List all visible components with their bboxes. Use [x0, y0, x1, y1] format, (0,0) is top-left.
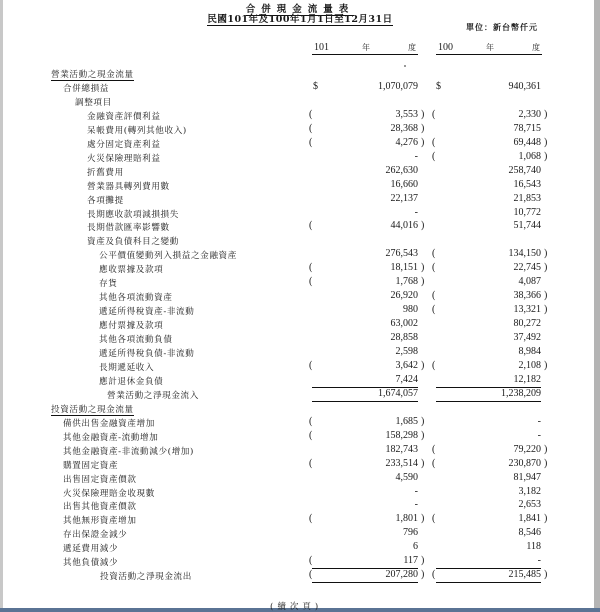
amount-100: 81,947 [513, 471, 541, 483]
negative-close-paren: ) [421, 513, 425, 525]
table-row [0, 109, 594, 123]
negative-close-paren: ) [421, 262, 425, 274]
amount-100: 69,448 [513, 136, 541, 148]
negative-open-paren: ( [309, 359, 313, 371]
currency-unit: 單位：新台幣仟元 [466, 22, 538, 32]
amount-101: 26,920 [390, 290, 418, 302]
amount-100: 2,653 [518, 499, 541, 511]
negative-close-paren: ) [421, 276, 425, 288]
amount-100: 1,238,209 [501, 387, 541, 399]
row-label: 其他負債減少 [63, 558, 119, 569]
row-label: 其他無形資產增加 [63, 516, 137, 527]
column-nian: 年 [486, 43, 494, 52]
negative-open-paren: ( [432, 108, 436, 120]
row-label: 各項攤提 [87, 195, 124, 206]
table-row [0, 95, 594, 109]
amount-101: 16,660 [390, 178, 418, 190]
amount-101: - [414, 206, 418, 218]
table-row [0, 513, 594, 527]
amount-100: 2,108 [518, 359, 541, 371]
table-row [0, 276, 594, 290]
negative-close-paren: ) [544, 150, 548, 162]
column-year: 100 [438, 42, 453, 53]
amount-100: 16,543 [513, 178, 541, 190]
negative-open-paren: ( [309, 513, 313, 525]
negative-close-paren: ) [544, 457, 548, 469]
amount-101: 117 [403, 555, 418, 567]
table-row [0, 193, 594, 207]
table-row [0, 374, 594, 388]
amount-101: - [414, 499, 418, 511]
negative-open-paren: ( [432, 290, 436, 302]
row-label: 其他各項流動資產 [99, 293, 173, 304]
row-label: 火災保險理賠利益 [87, 153, 161, 164]
negative-close-paren: ) [544, 359, 548, 371]
amount-100: 51,744 [513, 220, 541, 232]
table-row [0, 472, 594, 486]
negative-open-paren: ( [309, 429, 313, 441]
section-header-row [0, 402, 594, 416]
amount-100: 3,182 [518, 485, 541, 497]
negative-close-paren: ) [421, 415, 425, 427]
table-row [0, 458, 594, 472]
column-du: 度 [408, 43, 416, 52]
amount-101: 7,424 [395, 373, 418, 385]
table-row [0, 499, 594, 513]
row-label: 折舊費用 [87, 167, 124, 178]
amount-101: 3,553 [395, 108, 418, 120]
column-header-101 [312, 42, 418, 55]
amount-100: 2,330 [518, 108, 541, 120]
amount-100: 13,321 [513, 304, 541, 316]
dollar-sign: $ [436, 80, 441, 92]
negative-open-paren: ( [309, 136, 313, 148]
negative-open-paren: ( [309, 457, 313, 469]
amount-100: - [537, 429, 541, 441]
negative-close-paren: ) [544, 108, 548, 120]
row-label: 調整項目 [75, 97, 112, 108]
negative-close-paren: ) [544, 290, 548, 302]
row-label: 應計退休金負債 [99, 376, 164, 387]
negative-open-paren: ( [432, 150, 436, 162]
negative-open-paren: ( [309, 122, 313, 134]
negative-close-paren: ) [421, 220, 425, 232]
amount-100: 1,841 [518, 513, 541, 525]
scrollbar[interactable] [594, 0, 600, 608]
row-label: 投資活動之淨現金流出 [100, 572, 192, 583]
negative-open-paren: ( [432, 513, 436, 525]
row-label: 出售固定資產價款 [63, 474, 137, 485]
amount-101: 2,598 [395, 346, 418, 357]
table-row [0, 527, 594, 541]
amount-100: 118 [526, 541, 541, 553]
table-row [0, 430, 594, 444]
table-row [0, 234, 594, 248]
amount-101: 6 [413, 541, 418, 553]
table-row [0, 81, 594, 95]
amount-101: 1,674,057 [378, 387, 418, 399]
table-row [0, 304, 594, 318]
row-label: 備供出售金融資產增加 [63, 418, 155, 429]
table-row [0, 137, 594, 151]
amount-101: 158,298 [385, 429, 418, 441]
row-label: 合併總損益 [63, 83, 109, 94]
table-row [0, 123, 594, 137]
row-label: 處分固定資產利益 [87, 139, 161, 150]
row-label: 金融資產評價利益 [87, 111, 161, 122]
negative-close-paren: ) [544, 569, 548, 581]
amount-100: 12,182 [513, 373, 541, 385]
row-label: 長期遞延收入 [99, 362, 155, 373]
amount-101: - [414, 150, 418, 162]
negative-open-paren: ( [309, 415, 313, 427]
table-row [0, 290, 594, 304]
negative-close-paren: ) [544, 513, 548, 525]
negative-close-paren: ) [421, 457, 425, 469]
total-underline [312, 582, 418, 583]
amount-101: 4,590 [395, 471, 418, 483]
table-row [0, 318, 594, 332]
table-row [0, 248, 594, 262]
amount-101: 28,858 [390, 332, 418, 344]
amount-100: 79,220 [513, 443, 541, 455]
row-label: 遞延所得稅負債-非流動 [99, 349, 195, 359]
negative-open-paren: ( [432, 136, 436, 148]
table-row [0, 555, 594, 569]
amount-101: 63,002 [390, 318, 418, 330]
row-label: 長期應收款項減損損失 [87, 209, 179, 220]
table-row [0, 444, 594, 458]
amount-100: 215,485 [508, 569, 541, 581]
row-label: 應付票據及款項 [99, 321, 164, 332]
section-title: 投資活動之現金流量 [51, 404, 134, 415]
negative-close-paren: ) [421, 359, 425, 371]
row-label: 購置固定資產 [63, 460, 119, 471]
negative-close-paren: ) [544, 136, 548, 148]
amount-100: 21,853 [513, 192, 541, 204]
table-row [0, 541, 594, 555]
table-row [0, 388, 594, 402]
amount-100: 258,740 [508, 164, 541, 176]
amount-101: 22,137 [390, 192, 418, 204]
row-label: 火災保險理賠金收現數 [63, 488, 155, 499]
amount-100: 230,870 [508, 457, 541, 469]
negative-close-paren: ) [421, 555, 425, 567]
amount-100: 37,492 [513, 332, 541, 344]
row-label: 出售其他資產價款 [63, 502, 137, 513]
section-title: 營業活動之現金流量 [51, 70, 134, 80]
negative-open-paren: ( [309, 262, 313, 274]
row-label: 營業器具轉列費用數 [87, 181, 170, 192]
negative-open-paren: ( [432, 457, 436, 469]
section-header-row [0, 67, 594, 81]
negative-open-paren: ( [309, 276, 313, 288]
row-label: 存出保證金減少 [63, 530, 128, 541]
negative-open-paren: ( [432, 359, 436, 371]
report-title: 合併現金流量表 [245, 4, 355, 15]
amount-101: 980 [403, 304, 418, 316]
negative-close-paren: ) [544, 304, 548, 316]
row-label: 應收票據及款項 [99, 265, 164, 276]
negative-open-paren: ( [432, 304, 436, 316]
total-underline [436, 582, 541, 583]
report-period: 民國101年及100年1月1日至12月31日 [207, 14, 393, 25]
amount-100: - [537, 415, 541, 427]
amount-100: 38,366 [513, 290, 541, 302]
amount-101: 182,743 [385, 443, 418, 455]
negative-close-paren: ) [421, 429, 425, 441]
amount-101: 233,514 [385, 457, 418, 469]
column-du: 度 [532, 43, 540, 52]
table-row [0, 486, 594, 500]
negative-open-paren: ( [309, 555, 313, 567]
amount-100: 8,984 [518, 346, 541, 357]
amount-101: 1,801 [395, 513, 418, 525]
row-label: 存貨 [99, 279, 118, 290]
negative-open-paren: ( [432, 248, 436, 260]
negative-close-paren: ) [421, 569, 425, 581]
table-row [0, 332, 594, 346]
table-row [0, 360, 594, 374]
amount-100: 10,772 [513, 206, 541, 218]
amount-100: 78,715 [513, 122, 541, 134]
negative-open-paren: ( [309, 108, 313, 120]
table-row [0, 346, 594, 360]
negative-open-paren: ( [432, 262, 436, 274]
row-label: 遞延所得稅資產-非流動 [99, 307, 195, 318]
amount-101: 276,543 [385, 248, 418, 260]
continued-note: (續次頁) [270, 602, 323, 612]
row-label: 其他各項流動負債 [99, 335, 173, 346]
amount-101: 262,630 [385, 164, 418, 176]
amount-100: 134,150 [508, 248, 541, 260]
table-row [0, 416, 594, 430]
amount-101: 1,768 [395, 276, 418, 288]
row-label: 資產及負債科目之變動 [87, 237, 179, 248]
negative-open-paren: ( [432, 443, 436, 455]
row-label: 營業活動之淨現金流入 [107, 390, 199, 401]
negative-close-paren: ) [421, 122, 425, 134]
amount-101: 44,016 [390, 220, 418, 232]
amount-100: 8,546 [518, 527, 541, 539]
dollar-sign: $ [313, 80, 318, 92]
amount-100: 4,087 [518, 276, 541, 288]
amount-100: 940,361 [508, 80, 541, 92]
table-row [0, 207, 594, 221]
row-label: 其他金融資產-非流動減少(增加) [63, 446, 194, 457]
negative-close-paren: ) [544, 262, 548, 274]
amount-101: 796 [403, 527, 418, 539]
negative-close-paren: ) [544, 248, 548, 260]
table-row [0, 165, 594, 179]
negative-open-paren: ( [309, 569, 313, 581]
amount-101: 1,685 [395, 415, 418, 427]
negative-close-paren: ) [421, 108, 425, 120]
amount-100: - [537, 555, 541, 567]
amount-101: 3,642 [395, 359, 418, 371]
column-nian: 年 [362, 43, 370, 52]
amount-101: 18,151 [390, 262, 418, 274]
negative-close-paren: ) [544, 443, 548, 455]
negative-open-paren: ( [309, 220, 313, 232]
row-label: 長期借款匯率影響數 [87, 223, 170, 234]
table-row [0, 262, 594, 276]
amount-101: 1,070,079 [378, 80, 418, 92]
table-row [0, 179, 594, 193]
negative-close-paren: ) [421, 136, 425, 148]
table-row [0, 569, 594, 583]
row-label: 其他金融資產-流動增加 [63, 432, 159, 443]
amount-101: 207,280 [385, 569, 418, 581]
table-row [0, 220, 594, 234]
amount-101: 4,276 [395, 136, 418, 148]
negative-open-paren: ( [432, 569, 436, 581]
amount-100: 1,068 [518, 150, 541, 162]
table-row [0, 151, 594, 165]
amount-101: - [414, 485, 418, 497]
amount-100: 80,272 [513, 318, 541, 330]
row-label: 呆帳費用(轉列其他收入) [87, 125, 187, 136]
column-header-100 [436, 42, 542, 55]
amount-100: 22,745 [513, 262, 541, 274]
column-year: 101 [314, 42, 329, 53]
row-label: 遞延費用減少 [63, 544, 119, 555]
amount-101: 28,368 [390, 122, 418, 134]
row-label: 公平價值變動列入損益之金融資產 [99, 251, 237, 262]
